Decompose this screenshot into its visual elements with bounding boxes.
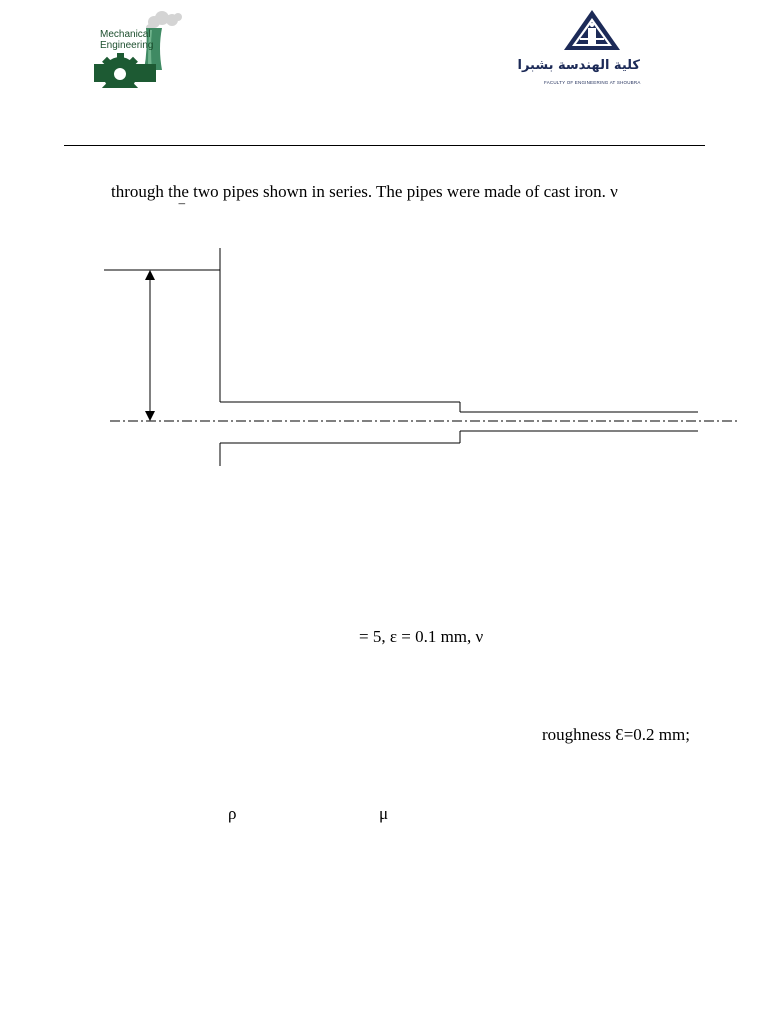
roughness-text: roughness Ɛ=0.2 mm; bbox=[542, 725, 690, 744]
rho-symbol: ρ bbox=[228, 804, 237, 823]
faculty-arabic-name: كلية الهندسة بشبرا bbox=[517, 58, 640, 73]
logo-label-line2: Engineering bbox=[100, 40, 154, 51]
mu-symbol: μ bbox=[379, 804, 389, 823]
faculty-english-name: FACULTY OF ENGINEERING AT SHOUBRA bbox=[544, 80, 641, 85]
problem-text-line: through the two pipes shown in series. The pipes were made of cast iron. ν bbox=[111, 182, 618, 201]
parameter-text: = 5, ε = 0.1 mm, ν bbox=[359, 627, 484, 646]
overbar-symbol: ‾ bbox=[179, 202, 185, 221]
logo-label-line1: Mechanical bbox=[100, 29, 151, 40]
